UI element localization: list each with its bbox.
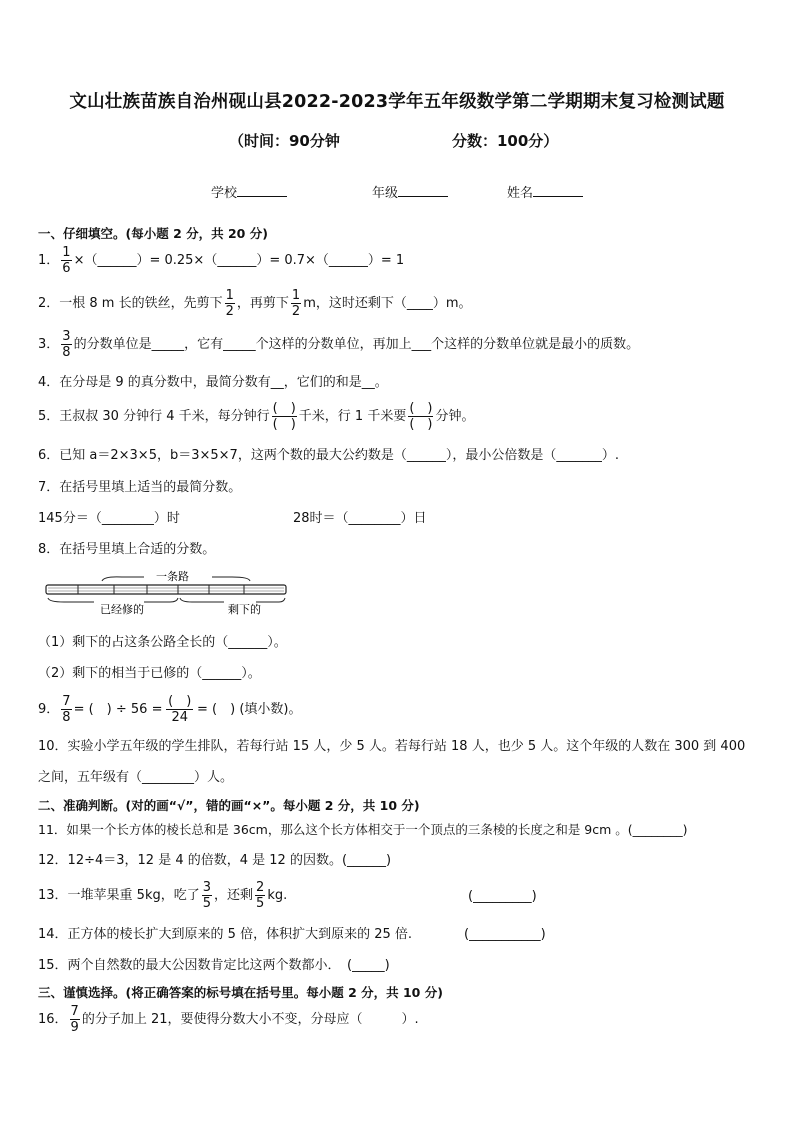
question-13-blank: (_________) bbox=[468, 889, 537, 904]
road-label-left: 剩下的 bbox=[228, 603, 261, 616]
question-7: 7．在括号里填上适当的最简分数。 bbox=[38, 480, 242, 495]
question-11: 11．如果一个长方体的棱长总和是 36cm，那么这个长方体相交于一个顶点的三条棱的长度之和是 9cm 。(________) bbox=[38, 822, 688, 837]
grade-field: 年级 bbox=[372, 182, 448, 201]
section-1-heading: 一、仔细填空。(每小题 2 分，共 20 分) bbox=[38, 226, 268, 241]
question-4: 4．在分母是 9 的真分数中，最简分数有__，它们的和是__。 bbox=[38, 375, 388, 390]
question-10-line-1: 10．实验小学五年级的学生排队，若每行站 15 人，少 5 人。若每行站 18 人，也少 5 人。这个年级的人数在 300 到 400 bbox=[38, 739, 746, 754]
question-8-2: （2）剩下的相当于已修的（______）。 bbox=[38, 666, 261, 681]
name-field: 姓名 bbox=[507, 182, 583, 201]
question-2: 2．一根 8 m 长的铁丝，先剪下 $\frac{1}{2}$ ，再剪下 $\frac{1}{2}$ m，这时还剩下（____）m。 bbox=[38, 288, 472, 319]
question-15: 15．两个自然数的最大公因数肯定比这两个数都小． (_____) bbox=[38, 958, 390, 973]
question-12: 12．12÷4＝3，12 是 4 的倍数，4 是 12 的因数。(______) bbox=[38, 853, 392, 868]
question-3: 3． $\frac{3}{8}$ 的分数单位是_____，它有_____个这样的分数单位，再加上___个这样的分数单位就是最小的质数。 bbox=[38, 329, 640, 360]
road-label-top: 一条路 bbox=[156, 570, 189, 583]
question-10-line-2: 之间，五年级有（________）人。 bbox=[38, 770, 234, 785]
question-16: 16． $\frac{7}{9}$ 的分子加上 21，要使得分数大小不变，分母应（ ）. bbox=[38, 1004, 419, 1035]
school-field: 学校 bbox=[211, 182, 287, 201]
question-14-blank: (___________) bbox=[464, 927, 546, 942]
question-6: 6．已知 a＝2×3×5，b＝3×5×7，这两个数的最大公约数是（______），最小公倍数是（_______）. bbox=[38, 448, 619, 463]
exam-title: 文山壮族苗族自治州砚山县2022-2023学年五年级数学第二学期期末复习检测试题 bbox=[69, 92, 725, 112]
question-8-1: （1）剩下的占这条公路全长的（______）。 bbox=[38, 635, 287, 650]
exam-time: （时间：90分钟 bbox=[229, 132, 340, 150]
question-14: 14．正方体的棱长扩大到原来的 5 倍，体积扩大到原来的 25 倍. bbox=[38, 927, 413, 942]
road-label-built: 已经修的 bbox=[100, 603, 144, 616]
question-13: 13．一堆苹果重 5kg，吃了 $\frac{3}{5}$ ，还剩 $\frac{2}{5}$ kg. bbox=[38, 880, 288, 911]
question-7-right: 28时＝（________）日 bbox=[293, 511, 427, 526]
road-diagram bbox=[44, 568, 294, 620]
section-2-heading: 二、准确判断。(对的画“√”，错的画“×”。每小题 2 分，共 10 分) bbox=[38, 798, 420, 813]
question-8: 8．在括号里填上合适的分数。 bbox=[38, 542, 216, 557]
exam-score: 分数：100分） bbox=[452, 132, 559, 150]
question-1: 1． $\frac{1}{6}$ ×（______）= 0.25×（______）= 0.7×（______）= 1 bbox=[38, 245, 405, 276]
section-3-heading: 三、谨慎选择。(将正确答案的标号填在括号里。每小题 2 分，共 10 分) bbox=[38, 985, 443, 1000]
question-7-left: 145分＝（________）时 bbox=[38, 511, 180, 526]
question-5: 5．王叔叔 30 分钟行 4 千米，每分钟行 $\frac{( )}{( )}$ 千米，行 1 千米要 $\frac{( )}{( )}$ 分钟。 bbox=[38, 401, 475, 432]
question-9: 9． $\frac{7}{8}$ = ( ) ÷ 56 = $\frac{( )}{24}$ = ( ) (填小数)。 bbox=[38, 694, 302, 725]
